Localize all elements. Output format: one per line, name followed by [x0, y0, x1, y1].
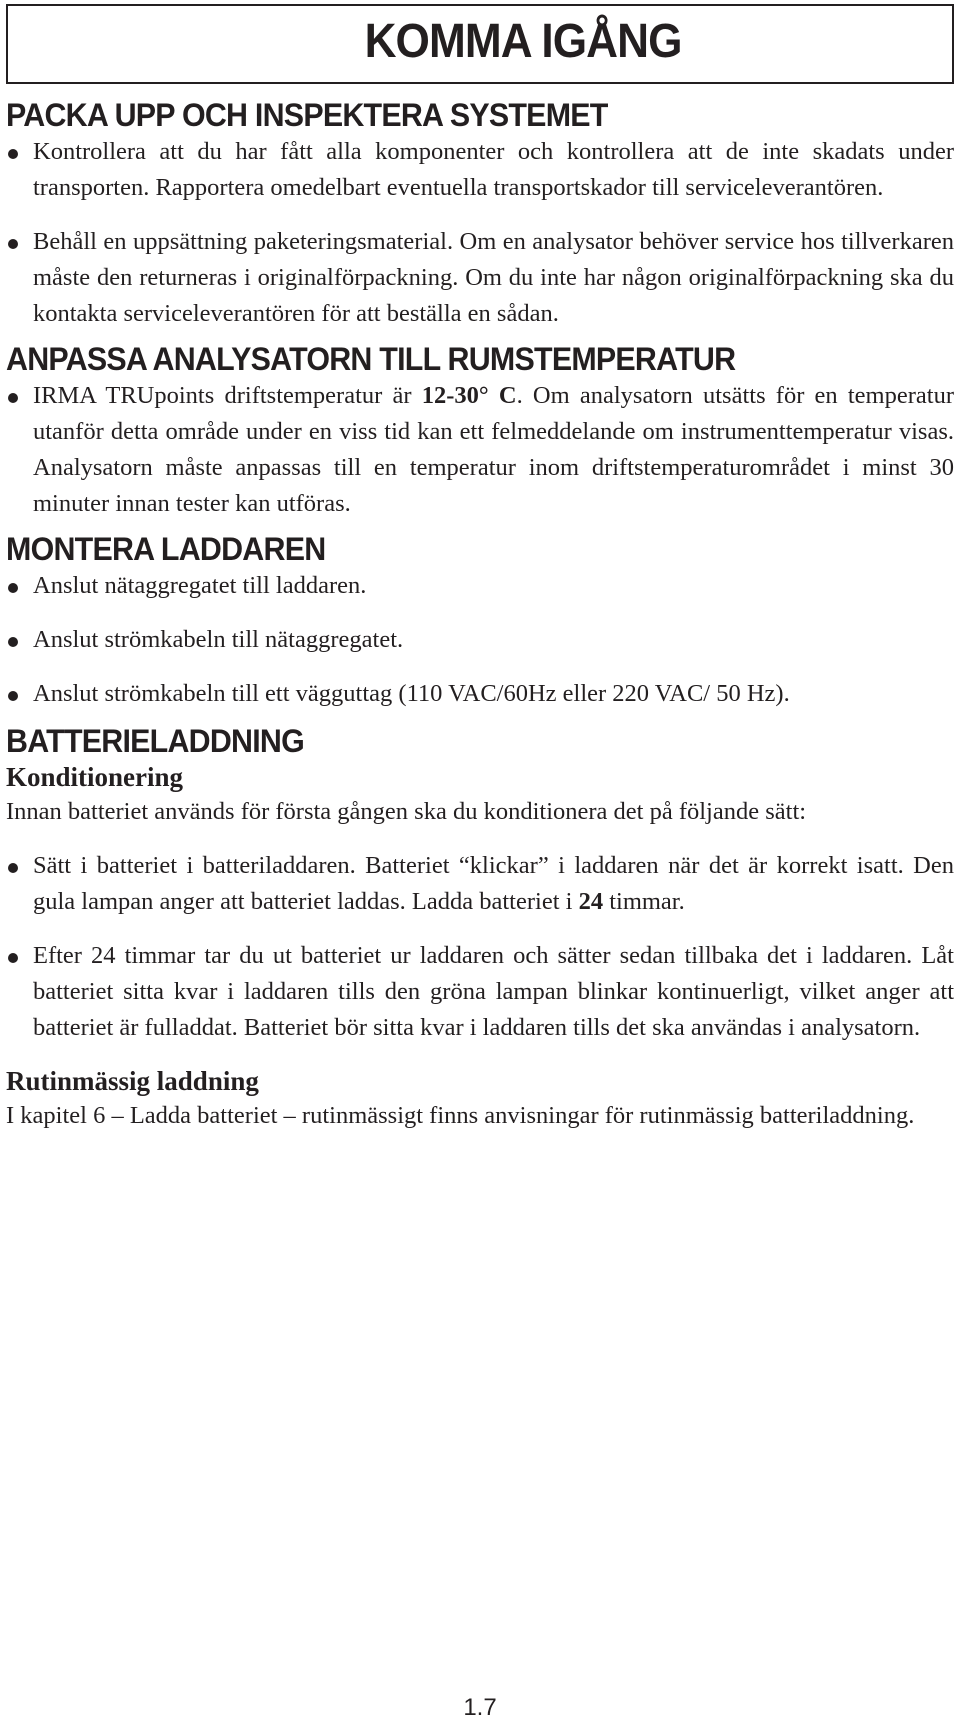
list-item	[6, 676, 954, 712]
page-number: 1.7	[463, 1694, 497, 1721]
list-item	[6, 848, 954, 920]
bullet-icon	[8, 691, 18, 701]
temperature-list	[6, 378, 954, 522]
bullet-icon	[8, 953, 18, 963]
bullet-icon	[8, 393, 18, 403]
battery-hours: 24	[578, 888, 604, 915]
bullet-icon	[8, 637, 18, 647]
list-item	[6, 134, 954, 206]
temp-text-pre: IRMA TRUpoints driftstemperatur är	[33, 382, 422, 409]
bullet-icon	[8, 149, 18, 159]
heading-charger: MONTERA LADDAREN	[6, 531, 326, 567]
heading-temperature: ANPASSA ANALYSATORN TILL RUMSTEMPERATUR	[6, 341, 736, 377]
list-item	[6, 568, 954, 604]
page	[6, 4, 954, 1134]
title-box	[6, 4, 954, 84]
list-item	[6, 938, 954, 1046]
routine-text: I kapitel 6 – Ladda batteriet – rutinmässigt finns anvisningar för rutinmässig batteriladdning.	[6, 1102, 915, 1129]
bullet-text: Kontrollera att du har fått alla komponenter och kontrollera att de inte skadats under transporten. Rapportera omedelbart eventuella transportskador till serviceleverantören.	[33, 138, 954, 201]
battery-list	[6, 848, 954, 1046]
heading-battery: BATTERIELADDNING	[6, 723, 305, 759]
bullet-text: Anslut nätaggregatet till laddaren.	[33, 572, 367, 599]
temp-range: 12-30° C	[421, 382, 517, 409]
temp-text-post: . Om analysatorn utsätts för en temperatur utanför detta område under en viss tid kan ett felmeddelande om instrumenttemperatur visas. Analysatorn måste anpassas till en temperatur inom driftstemperaturområdet i minst 30 minuter innan tester kan utföras.	[33, 382, 954, 517]
battery-intro: Innan batteriet används för första gången ska du konditionera det på följande sätt:	[6, 798, 807, 825]
bullet-text	[33, 378, 954, 522]
charger-list	[6, 568, 954, 712]
bullet-text: Behåll en uppsättning paketeringsmaterial. Om en analysator behöver service hos tillverkaren måste den returneras i originalförpackning. Om du inte har någon originalförpackning ska du kontakta serviceleverantören för att beställa en sådan.	[33, 228, 954, 327]
bullet-icon	[8, 239, 18, 249]
bullet-text: Efter 24 timmar tar du ut batteriet ur laddaren och sätter sedan tillbaka det i laddaren. Låt batteriet sitta kvar i laddaren tills den gröna lampan blinkar kontinuerligt, vilket anger att batteriet är fulladdat. Batteriet bör sitta kvar i laddaren tills det ska användas i analysatorn.	[33, 942, 954, 1041]
battery-text-pre: Sätt i batteriet i batteriladdaren. Batteriet “klickar” i laddaren när det är korrekt isatt. Den gula lampan anger att batteriet laddas. Ladda batteriet i	[33, 852, 954, 915]
heading-unpack: PACKA UPP OCH INSPEKTERA SYSTEMET	[6, 97, 608, 133]
list-item	[6, 224, 954, 332]
bullet-text: Anslut strömkabeln till ett vägguttag (110 VAC/60Hz eller 220 VAC/ 50 Hz).	[33, 680, 790, 707]
bullet-text: Anslut strömkabeln till nätaggregatet.	[33, 626, 404, 653]
list-item	[6, 378, 954, 522]
subheading-routine: Rutinmässig laddning	[6, 1066, 259, 1096]
list-item	[6, 622, 954, 658]
subheading-conditioning: Konditionering	[6, 762, 184, 792]
bullet-icon	[8, 863, 18, 873]
bullet-icon	[8, 583, 18, 593]
page-title: KOMMA IGÅNG	[365, 15, 682, 68]
unpack-list	[6, 134, 954, 332]
bullet-text	[33, 848, 954, 920]
battery-text-post: timmar.	[603, 888, 685, 915]
